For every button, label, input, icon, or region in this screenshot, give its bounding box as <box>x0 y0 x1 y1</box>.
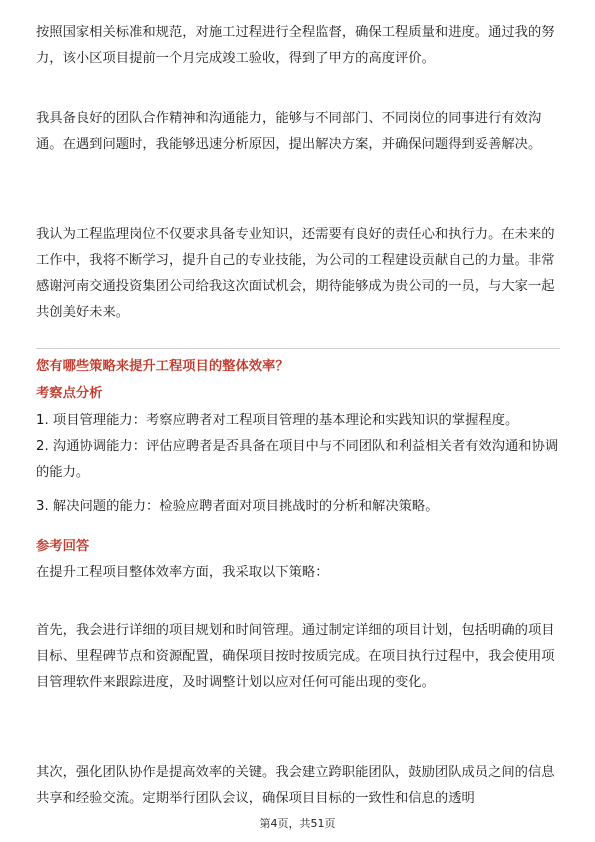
paragraph-supervision: 按照国家相关标准和规范，对施工过程进行全程监督，确保工程质量和进度。通过我的努力，该小区项目提前一个月完成竣工验收，得到了甲方的高度评价。 <box>36 25 555 66</box>
answer-heading: 参考回答 <box>36 539 90 554</box>
answer-intro: 在提升工程项目整体效率方面，我采取以下策略： <box>36 565 329 580</box>
analysis-heading: 考察点分析 <box>36 386 103 401</box>
answer-paragraph-planning: 首先，我会进行详细的项目规划和时间管理。通过制定详细的项目计划，包括明确的项目目标、里程碑节点和资源配置，确保项目按时按质完成。在项目执行过程中，我会使用项目管理软件来跟踪进度，及时调整计划以应对任何可能出现的变化。 <box>36 623 555 690</box>
section-divider <box>36 348 560 349</box>
answer-paragraph-teamwork: 其次，强化团队协作是提高效率的关键。我会建立跨职能团队，鼓励团队成员之间的信息共享和经验交流。定期举行团队会议，确保项目目标的一致性和信息的透明 <box>36 765 555 806</box>
paragraph-closing: 我认为工程监理岗位不仅要求具备专业知识，还需要有良好的责任心和执行力。在未来的工作中，我将不断学习，提升自己的专业技能，为公司的工程建设贡献自己的力量。非常感谢河南交通投资集团公司给我这次面试机会，期待能够成为贵公司的一员，与大家一起共创美好未来。 <box>36 227 555 320</box>
paragraph-teamwork: 我具备良好的团队合作精神和沟通能力，能够与不同部门、不同岗位的同事进行有效沟通。在遇到问题时，我能够迅速分析原因，提出解决方案，并确保问题得到妥善解决。 <box>36 111 542 152</box>
analysis-item: 2. 沟通协调能力：评估应聘者是否具备在项目中与不同团队和利益相关者有效沟通和协调的能力。 <box>36 439 559 480</box>
analysis-item: 3. 解决问题的能力：检验应聘者面对项目挑战时的分析和解决策略。 <box>36 499 439 514</box>
analysis-item: 1. 项目管理能力：考察应聘者对工程项目管理的基本理论和实践知识的掌握程度。 <box>36 413 519 428</box>
page-number: 第4页，共51页 <box>259 817 336 830</box>
question-title: 您有哪些策略来提升工程项目的整体效率？ <box>36 359 289 374</box>
